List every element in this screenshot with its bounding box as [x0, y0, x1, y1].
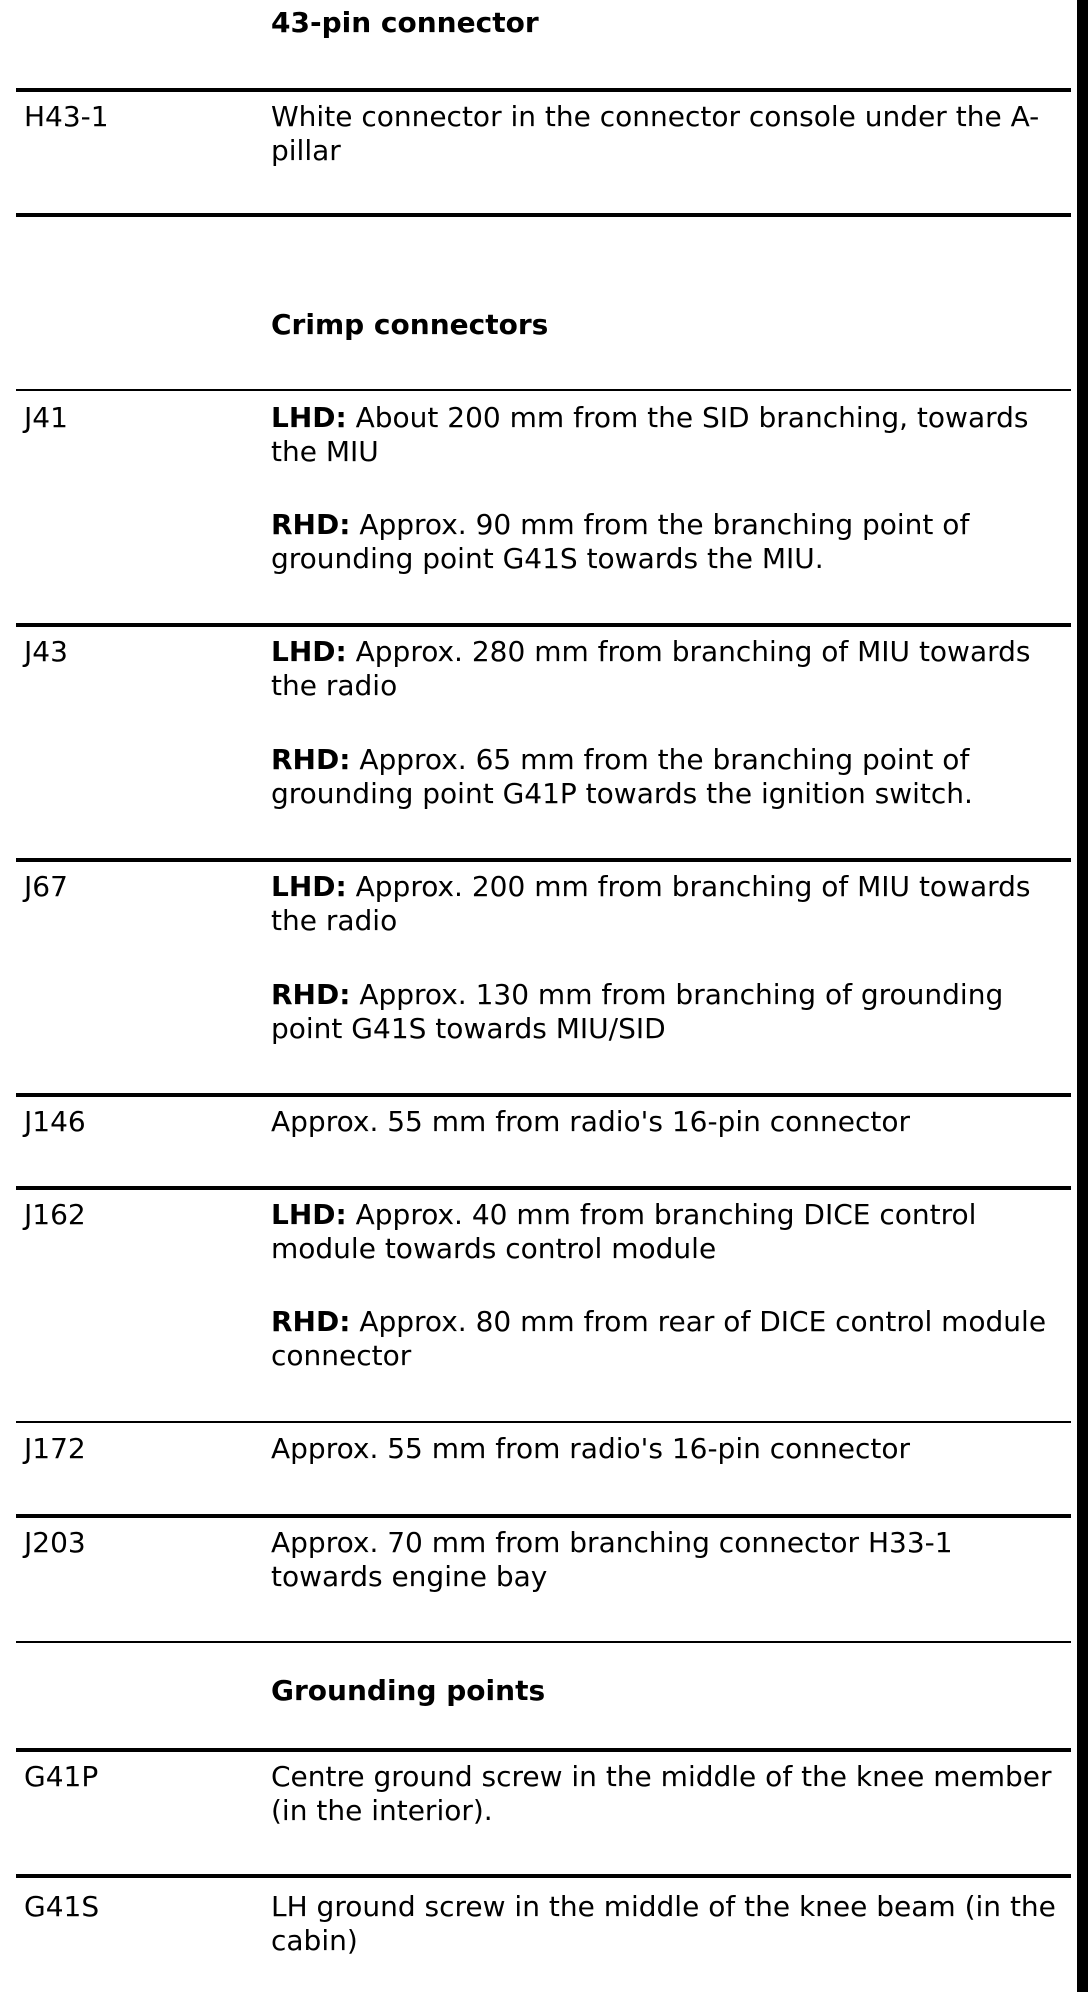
- lhd-line: [271, 1198, 1071, 1232]
- rhd-text: Approx. 130 mm from branching of grounding: [350, 978, 1004, 1011]
- row-id-j162: J162: [24, 1198, 86, 1231]
- rhd-line: [271, 508, 1071, 542]
- lhd-text: Approx. 200 mm from branching of MIU towards: [346, 870, 1031, 903]
- row-id-j41: J41: [24, 401, 68, 434]
- lhd-label: LHD:: [271, 635, 347, 668]
- row-desc-j67-rhd: [271, 978, 1071, 1046]
- lhd-label: LHD:: [271, 870, 347, 903]
- lhd-text: Approx. 280 mm from branching of MIU towards: [346, 635, 1031, 668]
- rhd-label: RHD:: [271, 743, 351, 776]
- rhd-line: [271, 743, 1071, 777]
- row-desc-j203: [271, 1526, 1071, 1594]
- row-divider: [16, 1421, 1071, 1423]
- desc-line: towards engine bay: [271, 1560, 548, 1593]
- rhd-text: Approx. 90 mm from the branching point of: [350, 508, 970, 541]
- row-desc-g41s: [271, 1890, 1071, 1958]
- rhd-text: Approx. 65 mm from the branching point of: [350, 743, 970, 776]
- lhd-label: LHD:: [271, 1198, 347, 1231]
- row-id-g41p: G41P: [24, 1760, 99, 1793]
- row-desc-j67: [271, 870, 1071, 938]
- desc-line: Approx. 70 mm from branching connector H33-1: [271, 1526, 953, 1559]
- lhd-line: [271, 401, 1071, 435]
- rhd-label: RHD:: [271, 1305, 351, 1338]
- lhd-line: the MIU: [271, 435, 379, 468]
- row-desc-g41p: [271, 1760, 1071, 1828]
- rhd-line: [271, 978, 1071, 1012]
- row-id-j43: J43: [24, 635, 68, 668]
- rhd-label: RHD:: [271, 508, 351, 541]
- lhd-line: [271, 870, 1071, 904]
- row-desc-j172: [271, 1432, 1071, 1466]
- desc-line: (in the interior).: [271, 1794, 493, 1827]
- desc-line: LH ground screw in the middle of the knee beam (in the: [271, 1890, 1056, 1923]
- row-divider: [16, 1186, 1071, 1190]
- section-heading-grounding: Grounding points: [271, 1674, 546, 1707]
- row-divider: [16, 1874, 1071, 1878]
- desc-line: Approx. 55 mm from radio's 16-pin connector: [271, 1432, 911, 1465]
- row-desc-j41: [271, 401, 1071, 469]
- row-divider: [16, 213, 1071, 217]
- row-id-j67: J67: [24, 870, 68, 903]
- row-desc-j41-rhd: [271, 508, 1071, 576]
- row-desc-j43: [271, 635, 1071, 703]
- lhd-line: the radio: [271, 669, 398, 702]
- row-divider: [16, 1514, 1071, 1518]
- lhd-label: LHD:: [271, 401, 347, 434]
- row-divider: [16, 1093, 1071, 1097]
- row-divider: [16, 858, 1071, 862]
- row-divider: [16, 88, 1071, 92]
- lhd-text: About 200 mm from the SID branching, towards: [346, 401, 1029, 434]
- row-desc-j43-rhd: [271, 743, 1071, 811]
- desc-line: Approx. 55 mm from radio's 16-pin connector: [271, 1105, 911, 1138]
- desc-line: White connector in the connector console under the A-: [271, 100, 1040, 133]
- row-id-j146: J146: [24, 1105, 86, 1138]
- rhd-label: RHD:: [271, 978, 351, 1011]
- row-desc-j146: [271, 1105, 1071, 1139]
- section-heading-43-pin: 43-pin connector: [271, 6, 539, 39]
- row-desc-j162-rhd: [271, 1305, 1071, 1373]
- desc-line: Centre ground screw in the middle of the knee member: [271, 1760, 1052, 1793]
- row-divider: [16, 389, 1071, 391]
- rhd-line: grounding point G41P towards the ignition switch.: [271, 777, 973, 810]
- row-id-j203: J203: [24, 1526, 86, 1559]
- section-heading-crimp: Crimp connectors: [271, 308, 549, 341]
- desc-line: pillar: [271, 134, 341, 167]
- row-id-j172: J172: [24, 1432, 86, 1465]
- lhd-line: [271, 635, 1071, 669]
- row-divider: [16, 623, 1071, 627]
- rhd-line: [271, 1305, 1071, 1339]
- row-desc-j162: [271, 1198, 1071, 1266]
- row-id-h43-1: H43-1: [24, 100, 109, 133]
- rhd-text: Approx. 80 mm from rear of DICE control module: [350, 1305, 1047, 1338]
- row-desc-h43-1: [271, 100, 1071, 168]
- desc-line: cabin): [271, 1924, 358, 1957]
- page-edge-border: [1077, 0, 1088, 1992]
- rhd-line: point G41S towards MIU/SID: [271, 1012, 666, 1045]
- lhd-line: module towards control module: [271, 1232, 717, 1265]
- rhd-line: grounding point G41S towards the MIU.: [271, 542, 824, 575]
- row-id-g41s: G41S: [24, 1890, 100, 1923]
- lhd-text: Approx. 40 mm from branching DICE control: [346, 1198, 977, 1231]
- rhd-line: connector: [271, 1339, 412, 1372]
- lhd-line: the radio: [271, 904, 398, 937]
- row-divider: [16, 1641, 1071, 1643]
- row-divider: [16, 1748, 1071, 1752]
